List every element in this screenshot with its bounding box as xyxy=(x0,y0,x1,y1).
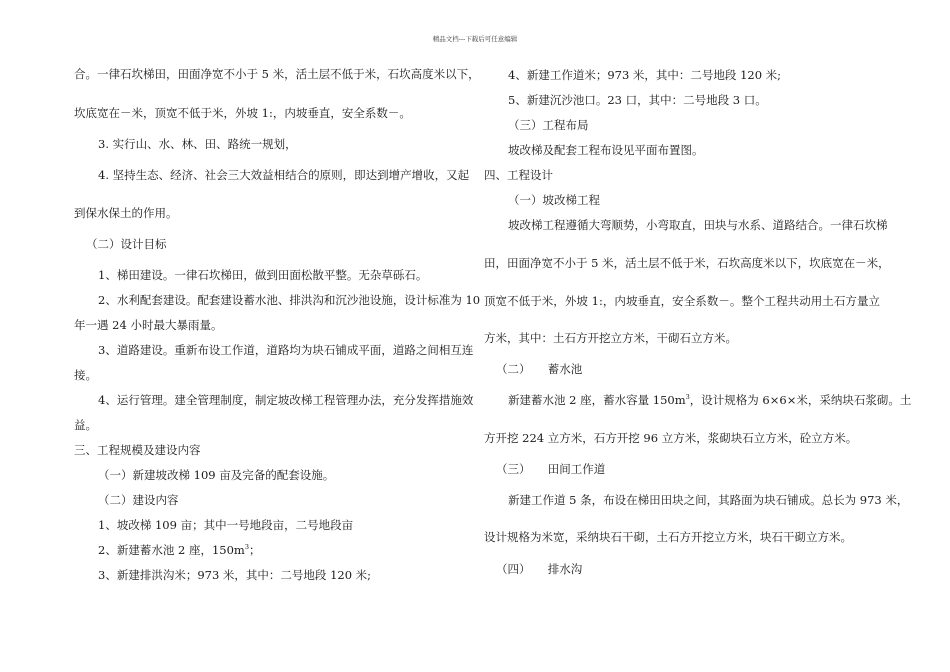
paragraph-line: 合。一律石坎梯田，田面净宽不小于 5 米，活土层不低于米，石坎高度米以下， xyxy=(74,67,480,81)
page-header: 精品文档---下载后可任意编辑 xyxy=(432,35,518,43)
paragraph-line: 到保水保土的作用。 xyxy=(74,206,178,220)
subsection-heading: （二） 蓄水池 xyxy=(496,362,583,376)
list-item: 1、坡改梯 109 亩；其中一号地段亩，二号地段亩 xyxy=(98,518,354,532)
list-item: 4、运行管理。建全管理制度，制定坡改梯工程管理办法，充分发挥措施效 xyxy=(98,393,474,407)
section-heading: 四、工程设计 xyxy=(484,168,553,182)
list-item: 2、水利配套建设。配套建设蓄水池、排洪沟和沉沙池设施，设计标准为 10 xyxy=(98,293,481,307)
paragraph-line: 益。 xyxy=(74,418,97,432)
list-item: 4、新建工作道米；973 米，其中：二号地段 120 米; xyxy=(508,68,782,82)
paragraph-line: 新建工作道 5 条，布设在梯田田块之间，其路面为块石铺成。总长为 973 米， xyxy=(508,493,909,507)
list-item: 3、道路建设。重新布设工作道，道路均为块石铺成平面，道路之间相互连 xyxy=(98,343,474,357)
paragraph-text: ，设计规格为 6×6×米，采纳块石浆砌。土 xyxy=(689,393,912,407)
list-item-text: ； xyxy=(248,543,261,557)
paragraph-text: 新建蓄水池 2 座，蓄水容量 150m xyxy=(508,393,686,407)
section-heading: 三、工程规模及建设内容 xyxy=(74,443,201,457)
paragraph-line: 坡改梯及配套工程布设见平面布置图。 xyxy=(508,143,704,157)
list-item: 5、新建沉沙池口。23 口，其中：二号地段 3 口。 xyxy=(508,93,767,107)
list-item: 1、梯田建设。一律石坎梯田，做到田面松散平整。无杂草砾石。 xyxy=(98,268,428,282)
paragraph-line: 坎底宽在－米，顶宽不低于米，外坡 1:，内坡垂直，安全系数－。 xyxy=(74,106,411,120)
paragraph-line: 坡改梯工程遵循大弯顺势，小弯取直，田块与水系、道路结合。一律石坎梯 xyxy=(508,218,888,232)
superscript: 3 xyxy=(244,543,249,551)
section-heading: （二）设计目标 xyxy=(86,237,167,251)
paragraph-line: 方开挖 224 立方米，石方开挖 96 立方米，浆砌块石立方米，砼立方米。 xyxy=(484,431,858,445)
paragraph-line: 顶宽不低于米，外坡 1:，内坡垂直，安全系数－。整个工程共动用土石方量立 xyxy=(484,294,880,308)
subsection-heading: （一）新建坡改梯 109 亩及完备的配套设施。 xyxy=(98,468,335,482)
paragraph-line: 年一遇 24 小时最大暴雨量。 xyxy=(74,318,223,332)
paragraph-line: 方米，其中：土石方开挖立方米，干砌石立方米。 xyxy=(484,331,737,345)
list-item: 4. 坚持生态、经济、社会三大效益相结合的原则，即达到增产增收，又起 xyxy=(98,168,470,182)
subsection-heading: （四） 排水沟 xyxy=(496,562,583,576)
paragraph-line: 田，田面净宽不小于 5 米，活土层不低于米，石坎高度米以下，坎底宽在－米， xyxy=(484,256,890,270)
subsection-heading: （三）工程布局 xyxy=(508,118,589,132)
list-item-text: 2、新建蓄水池 2 座，150m xyxy=(98,543,245,557)
subsection-heading: （一）坡改梯工程 xyxy=(508,193,600,207)
paragraph-line: 设计规格为米宽，采纳块石干砌，土石方开挖立方米，块石干砌立方米。 xyxy=(484,530,852,544)
superscript: 3 xyxy=(685,393,690,401)
paragraph-line xyxy=(508,393,912,407)
list-item: 3、新建排洪沟米；973 米，其中：二号地段 120 米; xyxy=(98,568,372,582)
subsection-heading: （三） 田间工作道 xyxy=(496,462,606,476)
paragraph-line: 接。 xyxy=(74,368,97,382)
list-item xyxy=(98,543,260,557)
subsection-heading: （二）建设内容 xyxy=(98,493,179,507)
list-item: 3. 实行山、水、林、田、路统一规划， xyxy=(98,137,297,151)
